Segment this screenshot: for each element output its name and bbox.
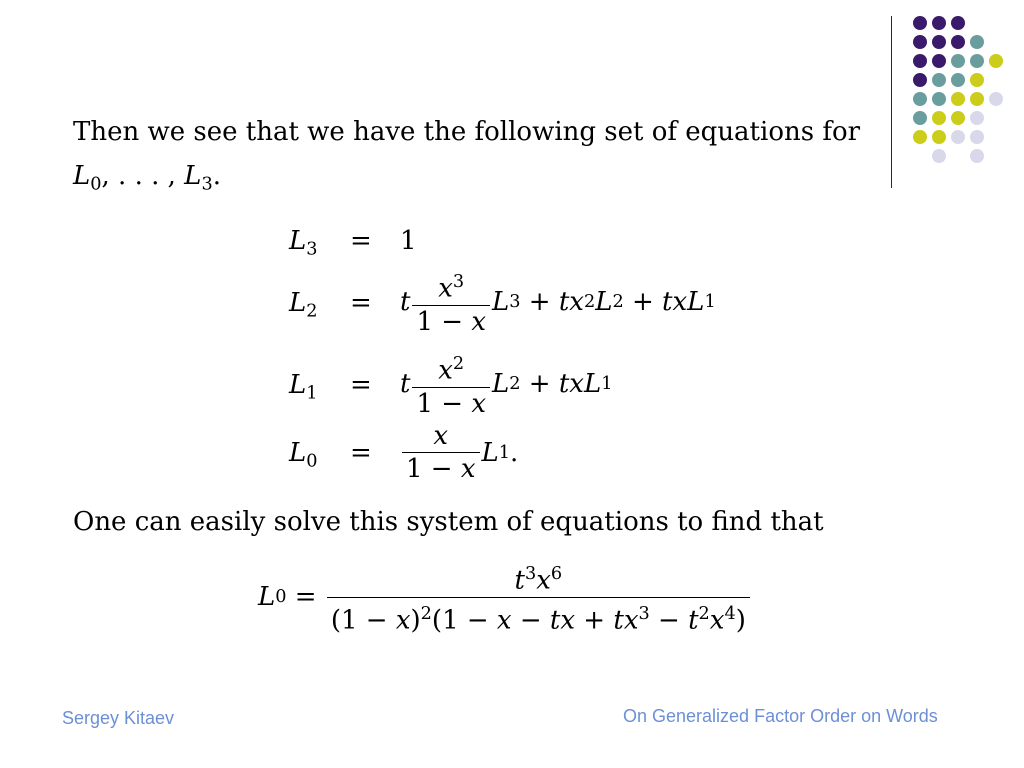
decorative-dot bbox=[970, 149, 984, 163]
intro-paragraph bbox=[73, 110, 860, 206]
decorative-dot bbox=[951, 54, 965, 68]
decorative-dot bbox=[913, 130, 927, 144]
decorative-dot bbox=[951, 130, 965, 144]
equation-row: $L_2$ = t $\frac{x^3}{1 - x}$ L 3 + tx 2 L 2 + txL 1 bbox=[289, 272, 716, 337]
decorative-dot bbox=[970, 130, 984, 144]
decorative-dot bbox=[932, 111, 946, 125]
equation-row: $L_3$ = 1 bbox=[289, 226, 417, 260]
decorative-dot bbox=[913, 92, 927, 106]
equation-row: $L_0$ = $\frac{x}{1 - x}$ L 1 . bbox=[289, 421, 519, 484]
decorative-dot bbox=[951, 111, 965, 125]
intro-line-1: Then we see that we have the following set of equations for bbox=[73, 117, 861, 147]
decorative-dot bbox=[970, 54, 984, 68]
decorative-dot bbox=[932, 73, 946, 87]
solve-sentence: One can easily solve this system of equations to find that bbox=[73, 507, 824, 537]
decorative-dot bbox=[970, 111, 984, 125]
decorative-dot bbox=[970, 35, 984, 49]
decorative-dot bbox=[913, 111, 927, 125]
intro-line-2: $L_0$, . . . , $L_3$. bbox=[73, 161, 221, 195]
result-formula: L 0 = $\frac{t^3x^6}{(1 - x)^2(1 - x - tx + tx^3 - t^2x^4)}$ bbox=[258, 560, 752, 634]
decorative-dot bbox=[989, 92, 1003, 106]
decorative-dot bbox=[913, 35, 927, 49]
decorative-dot bbox=[951, 35, 965, 49]
decorative-dot bbox=[932, 149, 946, 163]
decorative-dot bbox=[989, 54, 1003, 68]
decorative-dot bbox=[932, 35, 946, 49]
decorative-dot bbox=[932, 16, 946, 30]
divider-line bbox=[891, 16, 892, 188]
decorative-dot bbox=[970, 73, 984, 87]
decorative-dot bbox=[913, 54, 927, 68]
decorative-dot bbox=[932, 92, 946, 106]
decorative-dot bbox=[951, 73, 965, 87]
equation-row: $L_1$ = t $\frac{x^2}{1 - x}$ L 2 + txL 1 bbox=[289, 354, 613, 419]
decorative-dot bbox=[932, 130, 946, 144]
decorative-dot bbox=[913, 73, 927, 87]
decorative-dot bbox=[913, 16, 927, 30]
decorative-dot bbox=[951, 16, 965, 30]
decorative-dot bbox=[970, 92, 984, 106]
footer-author: Sergey Kitaev bbox=[62, 708, 175, 728]
decorative-dot bbox=[951, 92, 965, 106]
footer-title: On Generalized Factor Order on Words bbox=[623, 706, 938, 726]
decorative-dot bbox=[932, 54, 946, 68]
